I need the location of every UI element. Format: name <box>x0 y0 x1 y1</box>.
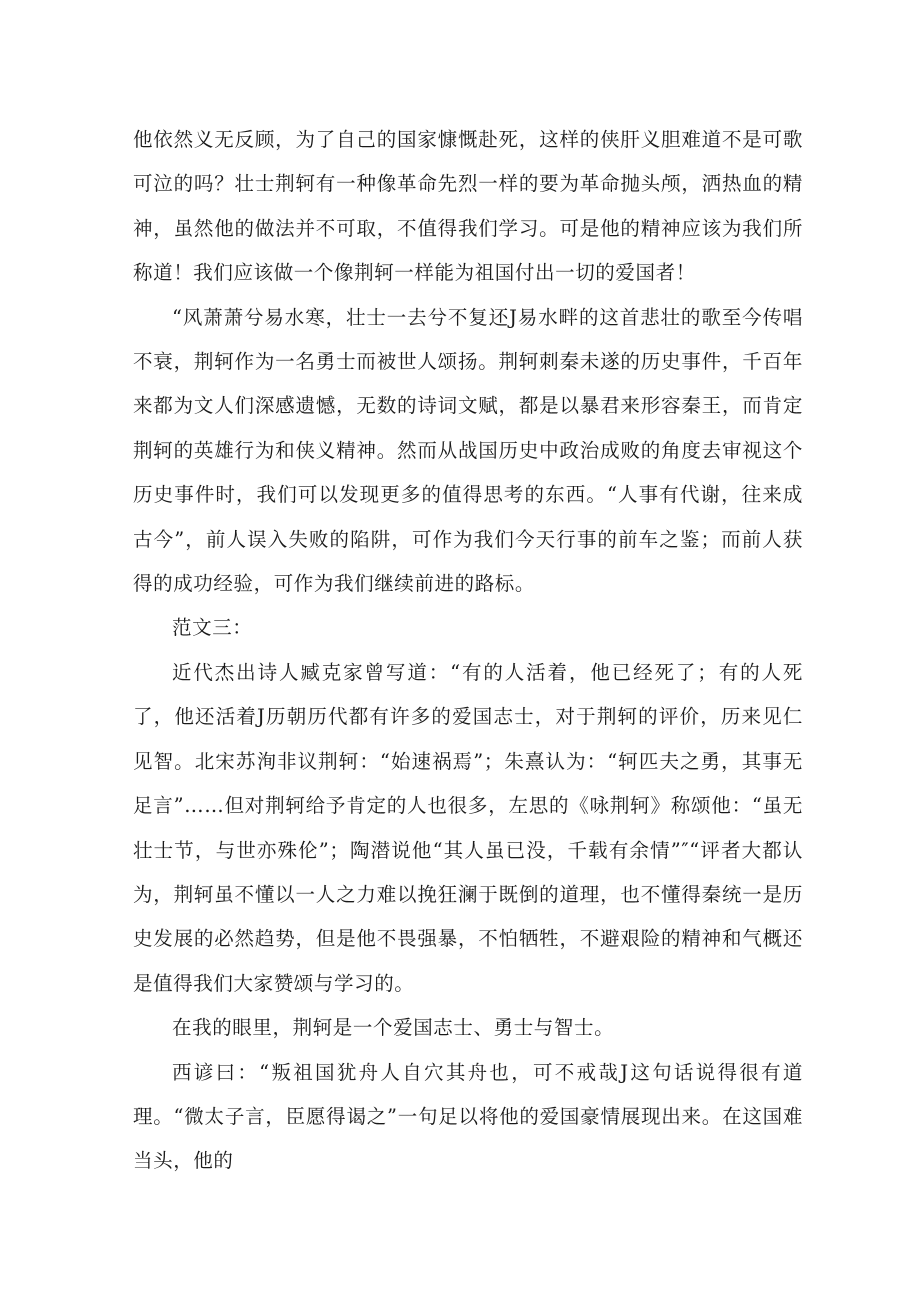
paragraph-in-my-eyes: 在我的眼里，荆轲是一个爱国志士、勇士与智士。 <box>172 1016 615 1040</box>
paragraph-continuation: 他依然义无反顾，为了自己的国家慷慨赴死，这样的侠肝义胆难道不是可歌可泣的吗？壮士荆轲有一种像革命先烈一样的要为革命抛头颅，洒热血的精神，虽然他的做法并不可取，不值得我们学习。可是他的精神应该为我们所称道！我们应该做一个像荆轲一样能为祖国付出一切的爱国者！ <box>133 128 803 285</box>
section-heading-fanwen-san: 范文三： <box>172 616 253 640</box>
paragraph-western-proverb: 西谚曰：“叛祖国犹舟人自穴其舟也，可不戒哉J这句话说得很有道理。“微太子言，臣愿得谒之”一句足以将他的爱国豪情展现出来。在这国难当头，他的 <box>133 1060 803 1173</box>
paragraph-zangkejia: 近代杰出诗人臧克家曾写道：“有的人活着，他已经死了；有的人死了，他还活着J历朝历代都有许多的爱国志士，对于荆轲的评价，历来见仁见智。北宋苏洵非议荆轲：“始速祸焉”；朱熹认为：“轲匹夫之勇，其事无足言”……但对荆轲给予肯定的人也很多，左思的《咏荆轲》称颂他：“虽无壮士节，与世亦殊伦”；陶潜说他“其人虽已没，千载有余情”″“评者大都认为，荆轲虽不懂以一人之力难以挽狂澜于既倒的道理，也不懂得秦统一是历史发展的必然趋势，但是他不畏强暴，不怕牺牲，不避艰险的精神和气概还是值得我们大家赞颂与学习的。 <box>133 660 803 995</box>
paragraph-yishui: “风萧萧兮易水寒，壮士一去兮不复还J易水畔的这首悲壮的歌至今传唱不衰，荆轲作为一名勇士而被世人颂扬。荆轲刺秦未遂的历史事件，千百年来都为文人们深感遗憾，无数的诗词文赋，都是以暴君来形容秦王，而肯定荆轲的英雄行为和侠义精神。然而从战国历史中政治成败的角度去审视这个历史事件时，我们可以发现更多的值得思考的东西。“人事有代谢，往来成古今”，前人误入失败的陷阱，可作为我们今天行事的前车之鉴；而前人获得的成功经验，可作为我们继续前进的路标。 <box>133 305 803 596</box>
essay-body <box>133 118 803 1184</box>
